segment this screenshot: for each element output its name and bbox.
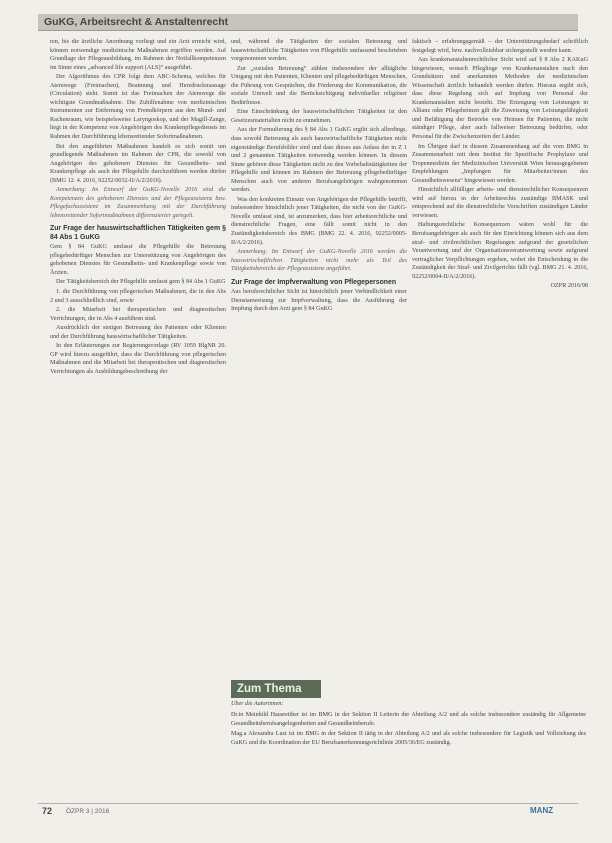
paragraph: ren, bis die ärztliche Anordnung vorliegt und ein Arzt erreicht wird, können notwendige medizinische Maßnahmen ergriffen werden. Auf Grundlage der Pflegeausbildung, im Rahmen der Notfallkompetenzen im Sinne eines „advanced life support (ALS)“ ausgeführt.: [50, 39, 226, 71]
text-column-left: [50, 38, 226, 688]
running-header-title: GuKG, Arbeitsrecht & Anstaltenrecht: [44, 16, 229, 28]
paragraph: Eine Einschränkung der hauswirtschaftlichen Tätigkeiten ist den Gesetzesmaterialien nicht zu entnehmen.: [231, 109, 407, 124]
zum-thema-title: Zum Thema: [237, 683, 302, 695]
text-column-right: [412, 38, 588, 688]
section-heading: Zur Frage der Impfverwaltung von Pflegepersonen: [231, 278, 397, 286]
paragraph: Der Tätigkeitsbereich der Pflegehilfe umfasst gem § 84 Abs 1 GuKG: [56, 279, 226, 286]
paragraph: Gem § 84 GuKG umfasst die Pflegehilfe die Betreuung pflegebedürftiger Menschen zur Unterstützung von Angehörigen des gehobenen Dienstes für Gesundheits- und Krankenpflege sowie von Ärzten.: [50, 244, 226, 276]
paragraph: und, während die Tätigkeiten der sozialen Betreuung und hauswirtschaftliche Tätigkeiten von Pflegehilfe umfassend beschrieben vorgenommen werden.: [231, 39, 407, 63]
publisher-logo: MANZ: [530, 806, 554, 815]
author-bio: Dr.in Meinhild Hausreither ist im BMG in der Sektion II Leiterin der Abteilung A/2 und als solche insbesondere zuständig für Allgemeine Gesundheitsberufsangelegenheiten und Gesundheitsberufe.: [231, 711, 586, 727]
paragraph: Zur „sozialen Betreuung“ zählen insbesondere der alltägliche Umgang mit den Patienten, Klienten und pflegebedürftigen Menschen, die Führung von Gesprächen, die Förderung der Kommunikation, die soziale Umwelt und die Berücksichtigung individueller religiöser Bedürfnisse.: [231, 65, 407, 106]
journal-issue: ÖZPR 3 | 2016: [66, 808, 110, 815]
paragraph: Im Übrigen darf in diesem Zusammenhang auf die vom BMG in Zusammenarbeit mit dem Institut für Spezifische Prophylaxe und Tropenmedizin der Medizinischen Universität Wien herausgegebenen Empfehlungen „Impfungen für Mitarbeiter/innen des Gesundheitswesens“ hingewiesen werden.: [412, 143, 588, 184]
list-item: 2. die Mitarbeit bei therapeutischen und diagnostischen Verrichtungen, die in Abs 4 ausführen sind.: [50, 307, 226, 322]
paragraph: Ausdrücklich der stetigen Betreuung des Patienten oder Klienten und der Durchführung hauswirtschaftlicher Tätigkeiten.: [50, 325, 226, 340]
paragraph: Haftungsrechtliche Konsequenzen wären wohl für die Berufsangehörigen als auch für den Einrichtung können sich aus dem straf- und zivilrechtlichen Regelungen aufgrund der gesetzlichen Verantwortung und der Organisationsverantwortung sowie aufgrund vertraglicher Verpflichtungen ergeben, wobei die Entscheidung in die Zuständigkeit der Straf- und Zivilgerichte fällt (vgl. BMG 21. 4. 2016, 92252/0004-II/A/2/2016).: [412, 222, 588, 280]
paragraph: Was den konkreten Einsatz von Angehörigen der Pflegehilfe betrifft, insbesondere hinsichtlich jener Tätigkeiten, die nicht von der GuKG-Novelle umfasst sind, ist anzumerken, dass hier arbeitsrechtliche und dienstrechtliche Fragen, eine fällt somit nicht in den Zuständigkeitsbereich des BMG (BMG 22. 4. 2016, 92252/0005-II/A/2/2016).: [231, 196, 407, 246]
paragraph: In den Erläuterungen zur Regierungsvorlage (RV 1059 BlgNR 20. GP wird hierzu ausgeführt, dass die Durchführung von pflegerischen Maßnahmen und die Mitarbeit bei therapeutischen und diagnostischen Verrichtungen als Ausbildungsbeschreibung der: [50, 343, 226, 375]
article-reference: OZPR 2016/98: [550, 283, 588, 290]
paragraph: Bei den angeführten Maßnahmen handelt es sich somit um grundlegende Maßnahmen im Rahmen der CPR, die sowohl von Angehörigen des gehobenen Dienstes für Gesundheits- und Krankenpflege als auch der Pflegehilfe durchzuführen werden dürfen (BMG 12. 4. 2016, 92252/0032-II/A/2/2016).: [50, 143, 226, 184]
paragraph: Aus berufsrechtlicher Sicht ist hinsichtlich jener Verbindlichkeit einer Dienstanweisung zur Impfverwaltung, dass die Ausführung der Impfung durch den Arzt gem § 84 GuKG: [231, 289, 407, 313]
paragraph: Hinsichtlich allfälliger arbeits- und dienstrechtlicher Konsequenzen wird auf hierzu in der Arbeitsrechts zuständige BMASK und entsprechend auf die dienstrechtliche Vorschriften zuständigen Länder verwiesen.: [412, 187, 588, 219]
paragraph: faktisch – erfahrungsgemäß – der Unterstützungsbedarf schriftlich festgelegt wird, bzw. nachvollziehbar sichergestellt werden kann.: [412, 39, 588, 54]
author-bio: Mag.a Alexandra Lust ist im BMG in der Sektion II tätig in der Abteilung A/2 und als solche insbesondere für Legistik und Vollziehung des GuKG und die Koordination der EU Berufsanerkennungsrichtlinie 2005/36/EG zuständig.: [231, 731, 586, 747]
paragraph: Aus der Formulierung des § 84 Abs 1 GuKG ergibt sich allerdings, dass sowohl Betreuung als auch hauswirtschaftliche Tätigkeiten nicht eigenständige Berufsbilder sind und dass dieses aus Anlass der in Z 1 und 2 genannten Tätigkeiten notwendig werden können. In diesem Sinne gehören diese Tätigkeiten nicht zu den Vorbehaltstätigkeiten der Pflegehilfe und können im Rahmen der Betreuung pflegebedürftiger Menschen auch von anderen Berufsangehörigen wahrgenommen werden.: [231, 127, 407, 194]
paragraph: Der Algorithmus des CPR folgt dem ABC-Schema, welches für Atemwege (Freimachen), Beatmung und Herzdruckmassage (Circulation) steht. Somit ist das Freimachen der Atemwege die wichtigste Grundmaßnahme. Die Zuhilfenahme von medizinischen Instrumenten zur Entfernung von Fremdkörpern aus den Mund- und Rachenraum, wie beispielsweise Laryngoskop, und der Magill-Zange, liegt in der Kompetenz von Angehörigen des Krankenpflegediensts im Rahmen der Durchführung lebensrettender Sofortmaßnahmen.: [50, 74, 226, 141]
section-heading: Zur Frage der hauswirtschaftlichen Tätigkeiten gem § 84 Abs 1 GuKG: [50, 225, 226, 241]
note-paragraph: Anmerkung: Im Entwurf der GuKG-Novelle 2016 sind die Kompetenzen des gehobenen Dienstes und der Pflegeassistenz bzw. Pflegefachassistenz im Zusammenhang mit der Durchführung lebensrettender Sofortmaßnahmen differenzierter geregelt.: [50, 187, 226, 219]
about-authors-lead: Über die Autorinnen:: [231, 701, 284, 707]
list-item: 1. die Durchführung von pflegerischen Maßnahmen, die in den Abs 2 und 3 ausschließlich sind, sowie: [50, 289, 226, 304]
footer-divider: [38, 803, 578, 804]
paragraph: Aus krankenanstaltenrechtlicher Sicht wird auf § 8 Abs 2 KAKuG hingewiesen, wonach Pfleglinge von Krankenanstalten nach den Grundsätzen und anerkannten Methoden der medizinischen Wissenschaft ärztlich behandelt werden dürfen. Hieraus ergibt sich, dass diese Regelung sich auf Impfung von Personal der Krankenanstalten nicht bezieht. Die Erzeugung von Leistungen in Allianz oder Pflegeheimen gilt die Zuweisung von Leistungsfähigkeit und Befähigung der Betriebe von Heimen für Patienten, die nicht ständiger Pflege, aber auch fallweiser Betreuung bedürfen, oder Personal für die Zwischenzeiten der Länder.: [412, 57, 588, 141]
page-number: 72: [42, 806, 53, 816]
note-paragraph: Anmerkung: Im Entwurf der GuKG-Novelle 2016 werden die hauswirtschaftlichen Tätigkeiten nicht mehr als Teil des Tätigkeitsbereichs der Pflegeassistenz angeführt.: [231, 249, 407, 273]
about-authors-box: [231, 700, 586, 790]
text-column-middle: [231, 38, 407, 688]
